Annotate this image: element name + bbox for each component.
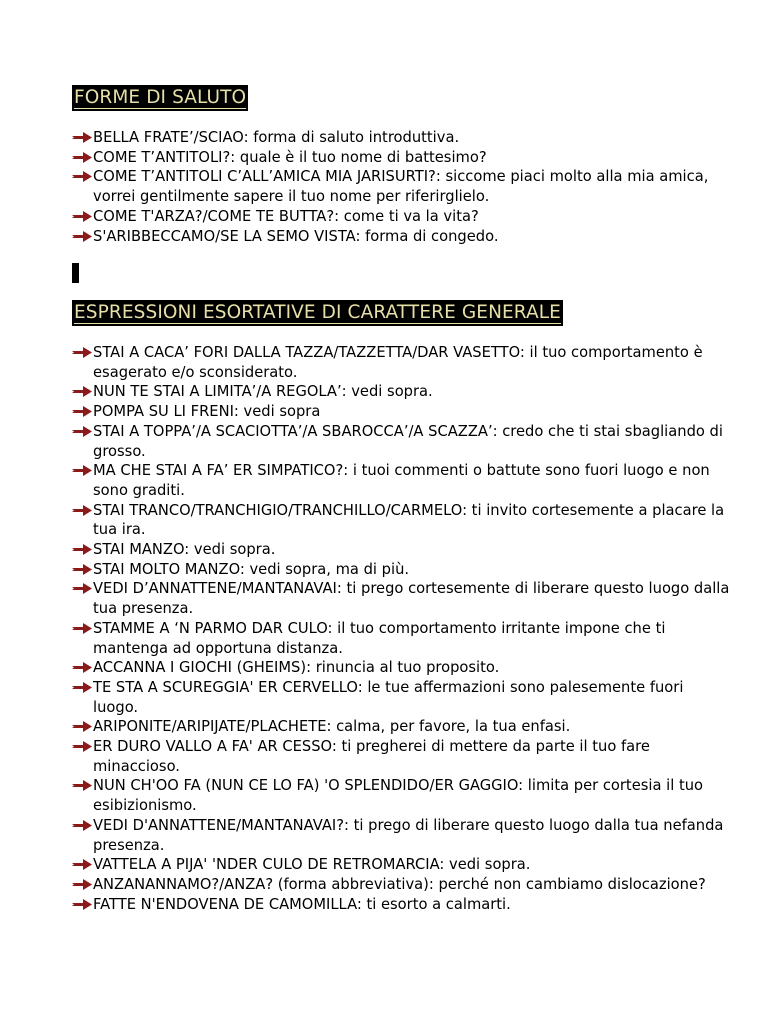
list-item [72, 678, 732, 717]
list-item [72, 422, 732, 461]
red-arrow-bullet-icon [72, 131, 92, 144]
list-item-text: BELLA FRATE’/SCIAO: forma di saluto introduttiva. [93, 129, 460, 146]
list-item-text: ER DURO VALLO A FA' AR CESSO: ti pregherei di mettere da parte il tuo fare minaccioso. [93, 738, 650, 775]
red-arrow-bullet-icon [72, 504, 92, 517]
red-arrow-bullet-icon [72, 151, 92, 164]
list-item [72, 540, 732, 560]
list-item-text: VEDI D’ANNATTENE/MANTANAVAI: ti prego cortesemente di liberare questo luogo dalla tua presenza. [93, 580, 730, 618]
red-arrow-bullet-icon [72, 582, 92, 595]
list-item-text: STAMME A ‘N PARMO DAR CULO: il tuo comportamento irritante impone che ti mantenga ad opportuna distanza. [93, 619, 666, 657]
red-arrow-bullet-icon [72, 858, 92, 871]
list-item-text: S'ARIBBECCAMO/SE LA SEMO VISTA: forma di congedo. [93, 227, 499, 245]
list-item-text: ANZANANNAMO?/ANZA? (forma abbreviativa): perché non cambiamo dislocazione? [93, 875, 706, 893]
list-item [72, 382, 732, 402]
list-item [72, 402, 732, 422]
section-heading-forme-di-saluto [72, 85, 248, 111]
list-item-text: STAI A TOPPA’/A SCACIOTTA’/A SBAROCCA’/A SCAZZA’: credo che ti stai sbagliando di grosso. [93, 422, 723, 460]
red-arrow-bullet-icon [72, 543, 92, 556]
list-item [72, 128, 732, 148]
red-arrow-bullet-icon [72, 681, 92, 694]
list-item [72, 227, 732, 247]
list-item-text: FATTE N'ENDOVENA DE CAMOMILLA: ti esorto a calmarti. [93, 895, 511, 913]
red-arrow-bullet-icon [72, 170, 92, 183]
red-arrow-bullet-icon [72, 346, 92, 359]
list-item-text: COME T'ARZA?/COME TE BUTTA?: come ti va la vita? [93, 207, 479, 225]
red-arrow-bullet-icon [72, 405, 92, 418]
list-item-text: VATTELA A PIJA' 'NDER CULO DE RETROMARCIA: vedi sopra. [93, 856, 531, 874]
red-arrow-bullet-icon [72, 661, 92, 674]
list-item-text: MA CHE STAI A FA’ ER SIMPATICO?: i tuoi commenti o battute sono fuori luogo e non sono graditi. [93, 462, 710, 499]
list-item [72, 816, 732, 855]
red-arrow-bullet-icon [72, 740, 92, 753]
list-item-text: ACCANNA I GIOCHI (GHEIMS): rinuncia al tuo proposito. [93, 659, 500, 677]
list-item-text: NUN CH'OO FA (NUN CE LO FA) 'O SPLENDIDO/ER GAGGIO: limita per cortesia il tuo esibizionismo. [93, 777, 704, 815]
section-heading-espressioni-esortative [72, 300, 563, 326]
red-arrow-bullet-icon [72, 425, 92, 438]
list-item-text: COME T’ANTITOLI C’ALL’AMICA MIA JARISURTI?: siccome piaci molto alla mia amica, vorrei gentilmente sapere il tuo nome per riferirglielo. [93, 168, 709, 206]
list-item [72, 461, 732, 500]
list-item [72, 737, 732, 776]
red-arrow-bullet-icon [72, 720, 92, 733]
list-item [72, 875, 732, 895]
list-item [72, 895, 732, 915]
list-item [72, 343, 732, 382]
list-item [72, 717, 732, 737]
red-arrow-bullet-icon [72, 898, 92, 911]
red-arrow-bullet-icon [72, 210, 92, 223]
red-arrow-bullet-icon [72, 779, 92, 792]
list-item [72, 619, 732, 658]
list-item-text: ARIPONITE/ARIPIJATE/PLACHETE: calma, per favore, la tua enfasi. [93, 718, 571, 736]
list-item [72, 501, 732, 540]
red-arrow-bullet-icon [72, 230, 92, 243]
list-item [72, 579, 732, 618]
section-heading-text: FORME DI SALUTO [74, 87, 247, 108]
list-item-text: POMPA SU LI FRENI: vedi sopra [93, 403, 321, 421]
list-item-text: TE STA A SCUREGGIA' ER CERVELLO: le tue affermazioni sono palesemente fuori luogo. [93, 678, 684, 716]
list-item [72, 148, 732, 168]
list-item-text: NUN TE STAI A LIMITA’/A REGOLA’: vedi sopra. [93, 383, 433, 401]
list-item [72, 658, 732, 678]
greeting-expressions-list [72, 128, 732, 246]
list-item-text: STAI MANZO: vedi sopra. [93, 541, 276, 559]
red-arrow-bullet-icon [72, 563, 92, 576]
list-item [72, 167, 732, 206]
list-item-text: COME T’ANTITOLI?: quale è il tuo nome di battesimo? [93, 148, 487, 166]
list-item-text: STAI TRANCO/TRANCHIGIO/TRANCHILLO/CARMELO: ti invito cortesemente a placare la tua ira. [93, 501, 725, 539]
red-arrow-bullet-icon [72, 385, 92, 398]
red-arrow-bullet-icon [72, 464, 92, 477]
list-item [72, 560, 732, 580]
list-item [72, 855, 732, 875]
red-arrow-bullet-icon [72, 819, 92, 832]
list-item [72, 776, 732, 815]
list-item-text: VEDI D'ANNATTENE/MANTANAVAI?: ti prego di liberare questo luogo dalla tua nefanda presenza. [93, 816, 724, 854]
list-item [72, 207, 732, 227]
list-item-text: STAI A CACA’ FORI DALLA TAZZA/TAZZETTA/DAR VASETTO: il tuo comportamento è esagerato e/o sconsiderato. [93, 344, 703, 381]
red-arrow-bullet-icon [72, 622, 92, 635]
section-heading-text: ESPRESSIONI ESORTATIVE DI CARATTERE GENERALE [74, 302, 561, 323]
list-item-text: STAI MOLTO MANZO: vedi sopra, ma di più. [93, 560, 410, 578]
exhortative-expressions-list [72, 343, 732, 914]
black-bar-divider [72, 263, 79, 283]
red-arrow-bullet-icon [72, 878, 92, 891]
